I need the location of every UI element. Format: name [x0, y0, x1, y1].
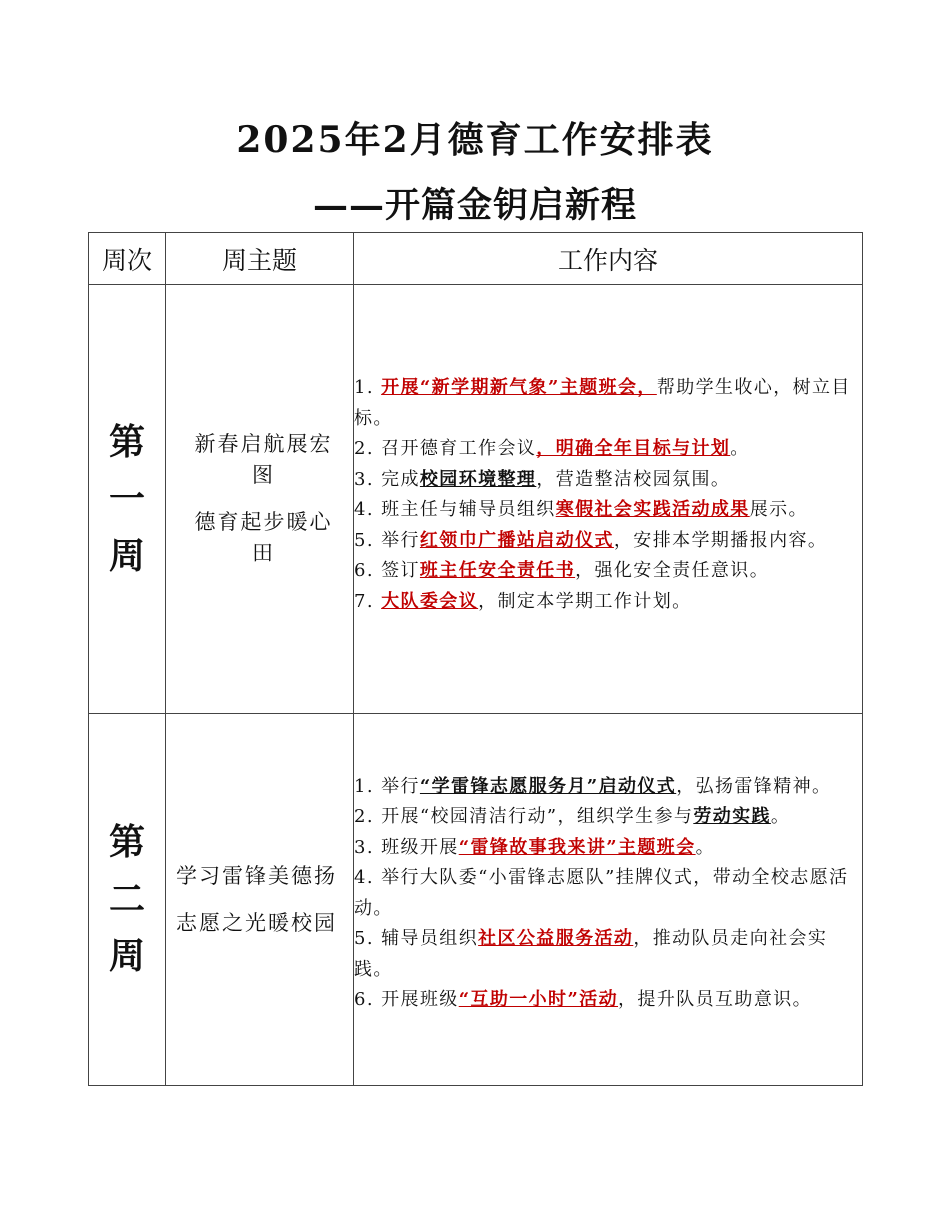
work-item	[354, 526, 862, 557]
item-text: 6. 开展班级	[354, 989, 459, 1010]
item-text: 3. 班级开展	[354, 836, 459, 858]
item-text: 7.	[354, 590, 382, 612]
item-text: 。	[770, 806, 791, 827]
header-week: 周次	[89, 233, 166, 285]
week-char: 二	[108, 878, 145, 920]
highlighted-text: 开展“新学期新气象”主题班会，	[381, 377, 657, 398]
week-theme-1	[166, 285, 354, 714]
item-text: 。	[695, 836, 716, 858]
theme-line: 德育起步暖心田	[194, 510, 333, 565]
work-item	[354, 587, 862, 618]
item-text: 2. 召开德育工作会议	[354, 438, 537, 459]
work-item	[354, 985, 862, 1016]
table-row-week-2	[89, 714, 863, 1086]
week-label-2	[89, 714, 166, 1086]
item-text: ，营造整洁校园氛围。	[536, 468, 731, 490]
work-item	[354, 495, 862, 526]
highlighted-text: 社区公益服务活动	[478, 928, 634, 949]
week-theme-2	[166, 714, 354, 1086]
work-item	[354, 802, 862, 833]
item-text: 。	[730, 438, 750, 459]
item-text: 5. 举行	[354, 529, 420, 551]
header-content: 工作内容	[354, 233, 863, 285]
table-row-week-1	[89, 285, 863, 714]
highlighted-text: 劳动实践	[693, 806, 771, 827]
item-text: 5. 辅导员组织	[354, 928, 479, 949]
work-item	[354, 373, 862, 434]
item-text: ，提升队员互助意识。	[618, 989, 813, 1010]
week-label-1	[89, 285, 166, 714]
work-item	[354, 465, 862, 496]
item-text: ，制定本学期工作计划。	[478, 590, 692, 612]
work-item	[354, 863, 862, 924]
highlighted-text: “互助一小时”活动	[458, 989, 619, 1010]
work-items-1	[354, 285, 863, 714]
highlighted-text: 大队委会议	[381, 590, 479, 612]
item-text: 4. 班主任与辅导员组织	[354, 499, 556, 520]
schedule-table	[88, 232, 863, 1086]
item-text: 1.	[354, 377, 382, 398]
item-text: 1. 举行	[354, 775, 420, 797]
page-subtitle: ——开篇金钥启新程	[312, 185, 637, 226]
highlighted-text: “学雷锋志愿服务月”启动仪式	[419, 775, 677, 797]
item-text: 帮助学生收心，树立目标。	[354, 377, 851, 429]
item-text: 3. 完成	[354, 468, 420, 490]
item-text: ，推动队员走向社会实践。	[354, 928, 828, 980]
work-item	[354, 772, 862, 803]
highlighted-text: “雷锋故事我来讲”主题班会	[458, 836, 696, 858]
week-char: 周	[108, 534, 145, 577]
week-char: 第	[108, 420, 145, 463]
work-item	[354, 924, 862, 985]
theme-line: 志愿之光暖校园	[176, 910, 337, 935]
highlighted-text: ，明确全年目标与计划	[536, 438, 731, 459]
item-text: 2. 开展“校园清洁行动”，组织学生参与	[354, 806, 694, 827]
item-text: ，强化安全责任意识。	[575, 560, 770, 581]
highlighted-text: 寒假社会实践活动成果	[555, 499, 750, 520]
header-theme: 周主题	[166, 233, 354, 285]
highlighted-text: 班主任安全责任书	[419, 560, 576, 581]
item-text: 展示。	[749, 499, 808, 520]
item-text: ，弘扬雷锋精神。	[676, 775, 832, 797]
week-char: 周	[108, 935, 145, 977]
work-item	[354, 833, 862, 864]
item-text: 4. 举行大队委“小雷锋志愿队”挂牌仪式，带动全校志愿活动。	[354, 867, 849, 919]
work-item	[354, 556, 862, 587]
item-text: 6. 签订	[354, 560, 420, 581]
week-char: 一	[108, 477, 145, 520]
theme-line: 新春启航展宏图	[194, 432, 333, 487]
work-items-2	[354, 714, 863, 1086]
table-header-row	[89, 233, 863, 285]
page-title: 2025年2月德育工作安排表	[236, 119, 714, 161]
theme-line: 学习雷锋美德扬	[176, 863, 337, 888]
item-text: ，安排本学期播报内容。	[613, 529, 828, 551]
week-char: 第	[108, 821, 145, 863]
highlighted-text: 校园环境整理	[419, 468, 537, 490]
highlighted-text: 红领巾广播站启动仪式	[419, 529, 614, 551]
work-item	[354, 434, 862, 465]
